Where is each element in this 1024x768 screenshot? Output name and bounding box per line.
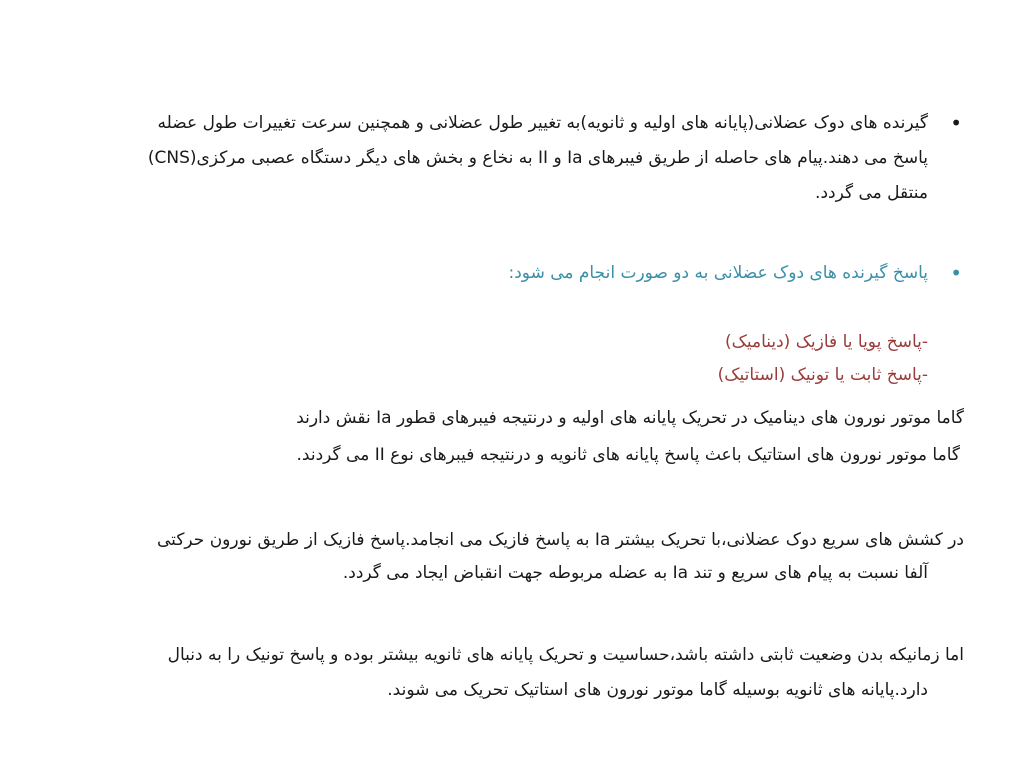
stable-posture-paragraph (40, 638, 964, 708)
bullet-paragraph-receptors (40, 106, 962, 211)
stable-line-1: اما زمانیکه بدن وضعیت ثابتی داشته باشد،حساسیت و تحریک پایانه های ثانویه بیشتر بوده و پاسخ تونیک را به دنبال (167, 645, 964, 665)
gamma-static-line: گاما موتور نورون های استاتیک باعث پاسخ پایانه های ثانویه و درنتیجه فیبرهای نوع II می گردند. (296, 445, 960, 465)
response-static: -پاسخ ثابت یا تونیک (استاتیک) (717, 365, 928, 385)
bullet-dot-icon: • (950, 261, 962, 285)
receptors-line-1: گیرنده های دوک عضلانی(پایانه های اولیه و ثانویه)به تغییر طول عضلانی و همچنین سرعت تغییرات طول عضله (157, 113, 928, 133)
receptors-line-2: پاسخ می دهند.پیام های حاصله از طریق فیبرهای Ia و II به نخاع و بخش های دیگر دستگاه عصبی مرکزی(CNS) (147, 148, 928, 168)
response-dynamic: -پاسخ پویا یا فازیک (دینامیک) (724, 332, 928, 352)
gamma-paragraph (40, 400, 964, 474)
stable-line-2: دارد.پایانه های ثانویه بوسیله گاما موتور نورون های استاتیک تحریک می شوند. (387, 680, 928, 700)
response-list (40, 326, 928, 392)
receptors-line-3: منتقل می گردد. (815, 183, 928, 203)
bullet-paragraph-response-types (40, 256, 962, 291)
stretch-line-1: در کشش های سریع دوک عضلانی،با تحریک بیشتر Ia به پاسخ فازیک می انجامد.پاسخ فازیک از طریق نورون حرکتی (157, 530, 964, 550)
stretch-paragraph (40, 524, 964, 590)
gamma-dynamic-line: گاما موتور نورون های دینامیک در تحریک پایانه های اولیه و درنتیجه فیبرهای قطور Ia نقش دارند (296, 408, 964, 428)
bullet-dot-icon: • (950, 111, 962, 135)
stretch-line-2: آلفا نسبت به پیام های سریع و تند Ia به عضله مربوطه جهت انقباض ایجاد می گردد. (342, 563, 928, 583)
response-types-heading: پاسخ گیرنده های دوک عضلانی به دو صورت انجام می شود: (508, 263, 928, 283)
